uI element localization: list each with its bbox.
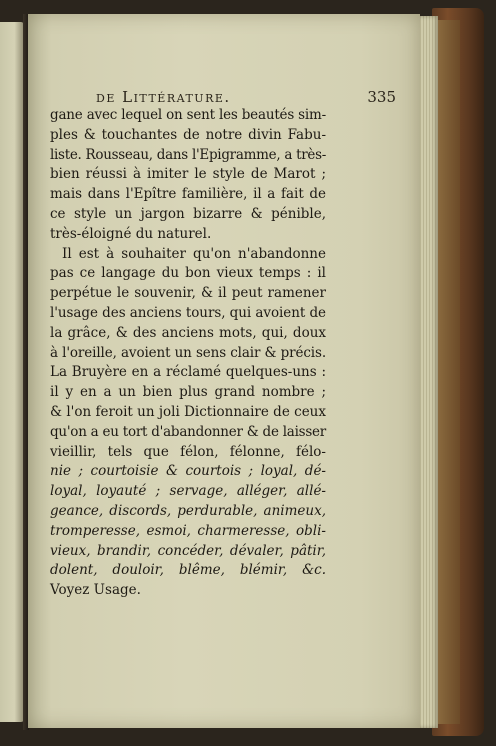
cover-inner-edge — [438, 20, 460, 724]
text-line: nie ; courtoisie & courtois ; loyal, dé- — [50, 463, 326, 480]
text-line: dolent, douloir, blême, blémir, &c. — [50, 562, 326, 579]
text-line: geance, discords, perdurable, animeux, — [50, 502, 326, 519]
text-line: ples & touchantes de notre divin Fabu- — [50, 126, 326, 143]
text-line: gane avec lequel on sent les beautés sim- — [50, 107, 326, 123]
text-line: La Bruyère en a réclamé quelques-uns : — [50, 364, 326, 381]
text-line: pas ce langage du bon vieux temps : il — [50, 265, 326, 282]
text-line: mais dans l'Epître familière, il a fait de — [50, 186, 326, 203]
text-line: tromperesse, esmoi, charmeresse, obli- — [50, 522, 326, 539]
text-line: à l'oreille, avoient un sens clair & précis. — [50, 344, 326, 361]
running-header — [96, 88, 396, 106]
text-line: liste. Rousseau, dans l'Epigramme, a très- — [50, 146, 326, 163]
running-title: de Littérature. — [96, 88, 231, 106]
text-line: vieillir, tels que félon, félonne, félo- — [50, 443, 326, 460]
text-line: la grâce, & des anciens mots, qui, doux — [50, 324, 326, 341]
text-line: Il est à souhaiter qu'on n'abandonne — [62, 245, 326, 262]
text-line: bien réussi à imiter le style de Marot ; — [50, 166, 326, 183]
text-line: & l'on feroit un joli Dictionnaire de ceux — [50, 403, 326, 420]
text-line: vieux, brandir, concéder, dévaler, pâtir, — [50, 542, 326, 559]
text-line: Voyez Usage. — [50, 582, 141, 599]
text-line: l'usage des anciens tours, qui avoient de — [50, 304, 326, 321]
text-line: loyal, loyauté ; servage, alléger, allé- — [50, 483, 326, 500]
text-line: très-éloigné du naturel. — [50, 225, 212, 242]
text-line: qu'on a eu tort d'abandonner & de laisser — [50, 423, 326, 440]
text-line: il y en a un bien plus grand nombre ; — [50, 384, 326, 401]
text-line: perpétue le souvenir, & il peut ramener — [50, 285, 326, 302]
left-page-edge — [0, 22, 24, 722]
text-line: ce style un jargon bizarre & pénible, — [50, 205, 326, 222]
page-number: 335 — [367, 88, 396, 106]
page-body — [50, 106, 326, 601]
